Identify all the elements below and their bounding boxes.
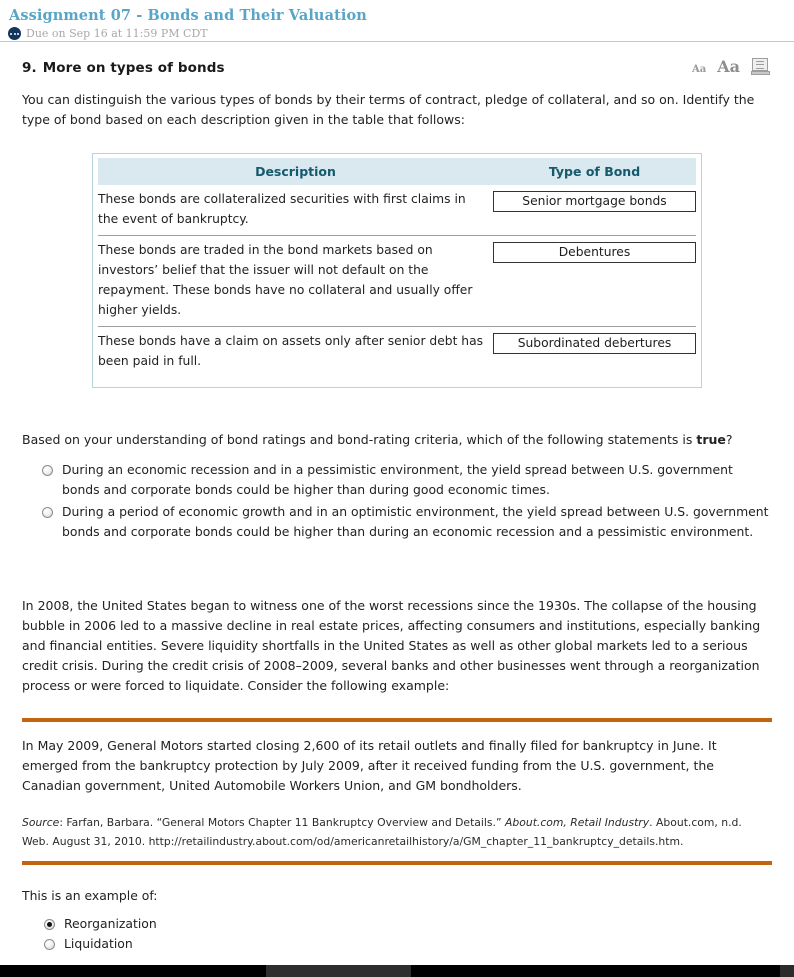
column-header-description: Description <box>98 158 493 185</box>
question-content <box>0 42 794 954</box>
question-number: 9. <box>22 60 37 76</box>
bond-type-cell <box>493 327 696 378</box>
gm-bankruptcy-paragraph: In May 2009, General Motors started closing 2,600 of its retail outlets and finally filed for bankruptcy in June. It emerged from the bankruptcy protection by July 2009, after it received funding from the U.S. government, the Canadian government, United Automobile Workers Union, and GM bondholders. <box>22 738 717 793</box>
table-row <box>98 185 696 236</box>
radio-button-icon[interactable] <box>44 919 55 930</box>
table-row <box>98 327 696 378</box>
radio-button-icon[interactable] <box>42 465 53 476</box>
table-row <box>98 236 696 327</box>
bonds-table <box>98 158 696 377</box>
question-title-text: More on types of bonds <box>42 60 225 76</box>
callout-bottom-rule <box>22 861 772 865</box>
assignment-header <box>0 0 794 42</box>
bond-description: These bonds are traded in the bond markets based on investors’ belief that the issuer will not default on the repayment. These bonds have no collateral and usually offer higher yields. <box>98 236 493 327</box>
source-citation <box>22 813 772 851</box>
radio-option-liquidation[interactable] <box>44 934 772 954</box>
scrollbar-mid-region[interactable] <box>266 965 411 977</box>
bond-type-select-0[interactable]: Senior mortgage bonds <box>493 191 696 212</box>
column-header-type-of-bond: Type of Bond <box>493 158 696 185</box>
bond-rating-options <box>22 460 772 542</box>
example-question <box>22 886 772 954</box>
decrease-font-size-button[interactable]: Aa <box>691 64 707 75</box>
radio-button-icon[interactable] <box>42 507 53 518</box>
print-icon[interactable] <box>751 58 770 75</box>
source-text-part1: : Farfan, Barbara. “General Motors Chapter 11 Bankruptcy Overview and Details.” <box>59 816 506 829</box>
due-date-row <box>8 27 794 40</box>
bond-description: These bonds have a claim on assets only after senior debt has been paid in full. <box>98 327 493 378</box>
toolbar <box>692 58 772 75</box>
bond-type-select-1[interactable]: Debentures <box>493 242 696 263</box>
bond-rating-prompt-lead: Based on your understanding of bond ratings and bond-rating criteria, which of the following statements is <box>22 432 697 447</box>
radio-option-label: During an economic recession and in a pessimistic environment, the yield spread between U.S. government bonds and corporate bonds could be higher than during good economic times. <box>62 462 733 497</box>
radio-option-rating-1[interactable] <box>42 502 772 542</box>
bonds-table-container <box>92 153 702 388</box>
scrollbar-left-region[interactable] <box>0 965 96 977</box>
recession-narrative-paragraph: In 2008, the United States began to witness one of the worst recessions since the 1930s. The collapse of the housing bubble in 2006 led to a massive decline in real estate prices, affecting consumers and institutions, especially banking and financial entities. Severe liquidity shortfalls in the United States as well as other global markets led to a serious credit crisis. During the credit crisis of 2008–2009, several banks and other businesses went through a reorganization process or were forced to liquidate. Consider the following example: <box>22 598 761 693</box>
radio-button-icon[interactable] <box>44 939 55 950</box>
intro-paragraph: You can distinguish the various types of bonds by their terms of contract, pledge of collateral, and so on. Identify the type of bond based on each description given in the table that follows: <box>22 92 755 127</box>
horizontal-scrollbar[interactable] <box>0 965 794 977</box>
due-date-text: Due on Sep 16 at 11:59 PM CDT <box>26 27 208 41</box>
bond-type-cell <box>493 236 696 327</box>
scrollbar-thumb[interactable] <box>96 965 780 977</box>
bond-rating-prompt <box>22 430 772 450</box>
bond-rating-prompt-tail: ? <box>725 432 733 447</box>
question-header-row <box>22 42 772 76</box>
radio-option-rating-0[interactable] <box>42 460 772 500</box>
assignment-title: Assignment 07 - Bonds and Their Valuation <box>9 7 367 24</box>
radio-option-label: Liquidation <box>64 936 133 951</box>
radio-option-label: Reorganization <box>64 916 157 931</box>
bond-rating-prompt-emphasis: true <box>696 432 726 447</box>
increase-font-size-button[interactable]: Aa <box>717 57 740 76</box>
bond-rating-question <box>22 430 772 542</box>
bond-description: These bonds are collateralized securities with first claims in the event of bankruptcy. <box>98 192 466 226</box>
ellipsis-circle-icon <box>8 27 21 40</box>
source-label: Source <box>22 816 60 829</box>
page-title <box>22 60 225 76</box>
bond-type-select-2[interactable]: Subordinated debertures <box>493 333 696 354</box>
callout-top-rule <box>22 718 772 722</box>
radio-option-label: During a period of economic growth and in an optimistic environment, the yield spread between U.S. government bonds and corporate bonds could be higher than during an economic recession and a pessimistic environment. <box>62 504 769 539</box>
radio-option-reorganization[interactable] <box>44 914 772 934</box>
source-text-part2: . About.com, n.d. Web. August 31, 2010. http://retailindustry.about.com/od/americanretailhistory/a/GM_chapter_11_bankruptcy_details.htm. <box>22 816 742 848</box>
table-header-row <box>98 158 696 185</box>
source-publication: About.com, Retail Industry <box>505 816 650 829</box>
example-question-prompt: This is an example of: <box>22 888 158 903</box>
example-question-options <box>22 914 772 954</box>
bond-type-cell <box>493 185 696 236</box>
